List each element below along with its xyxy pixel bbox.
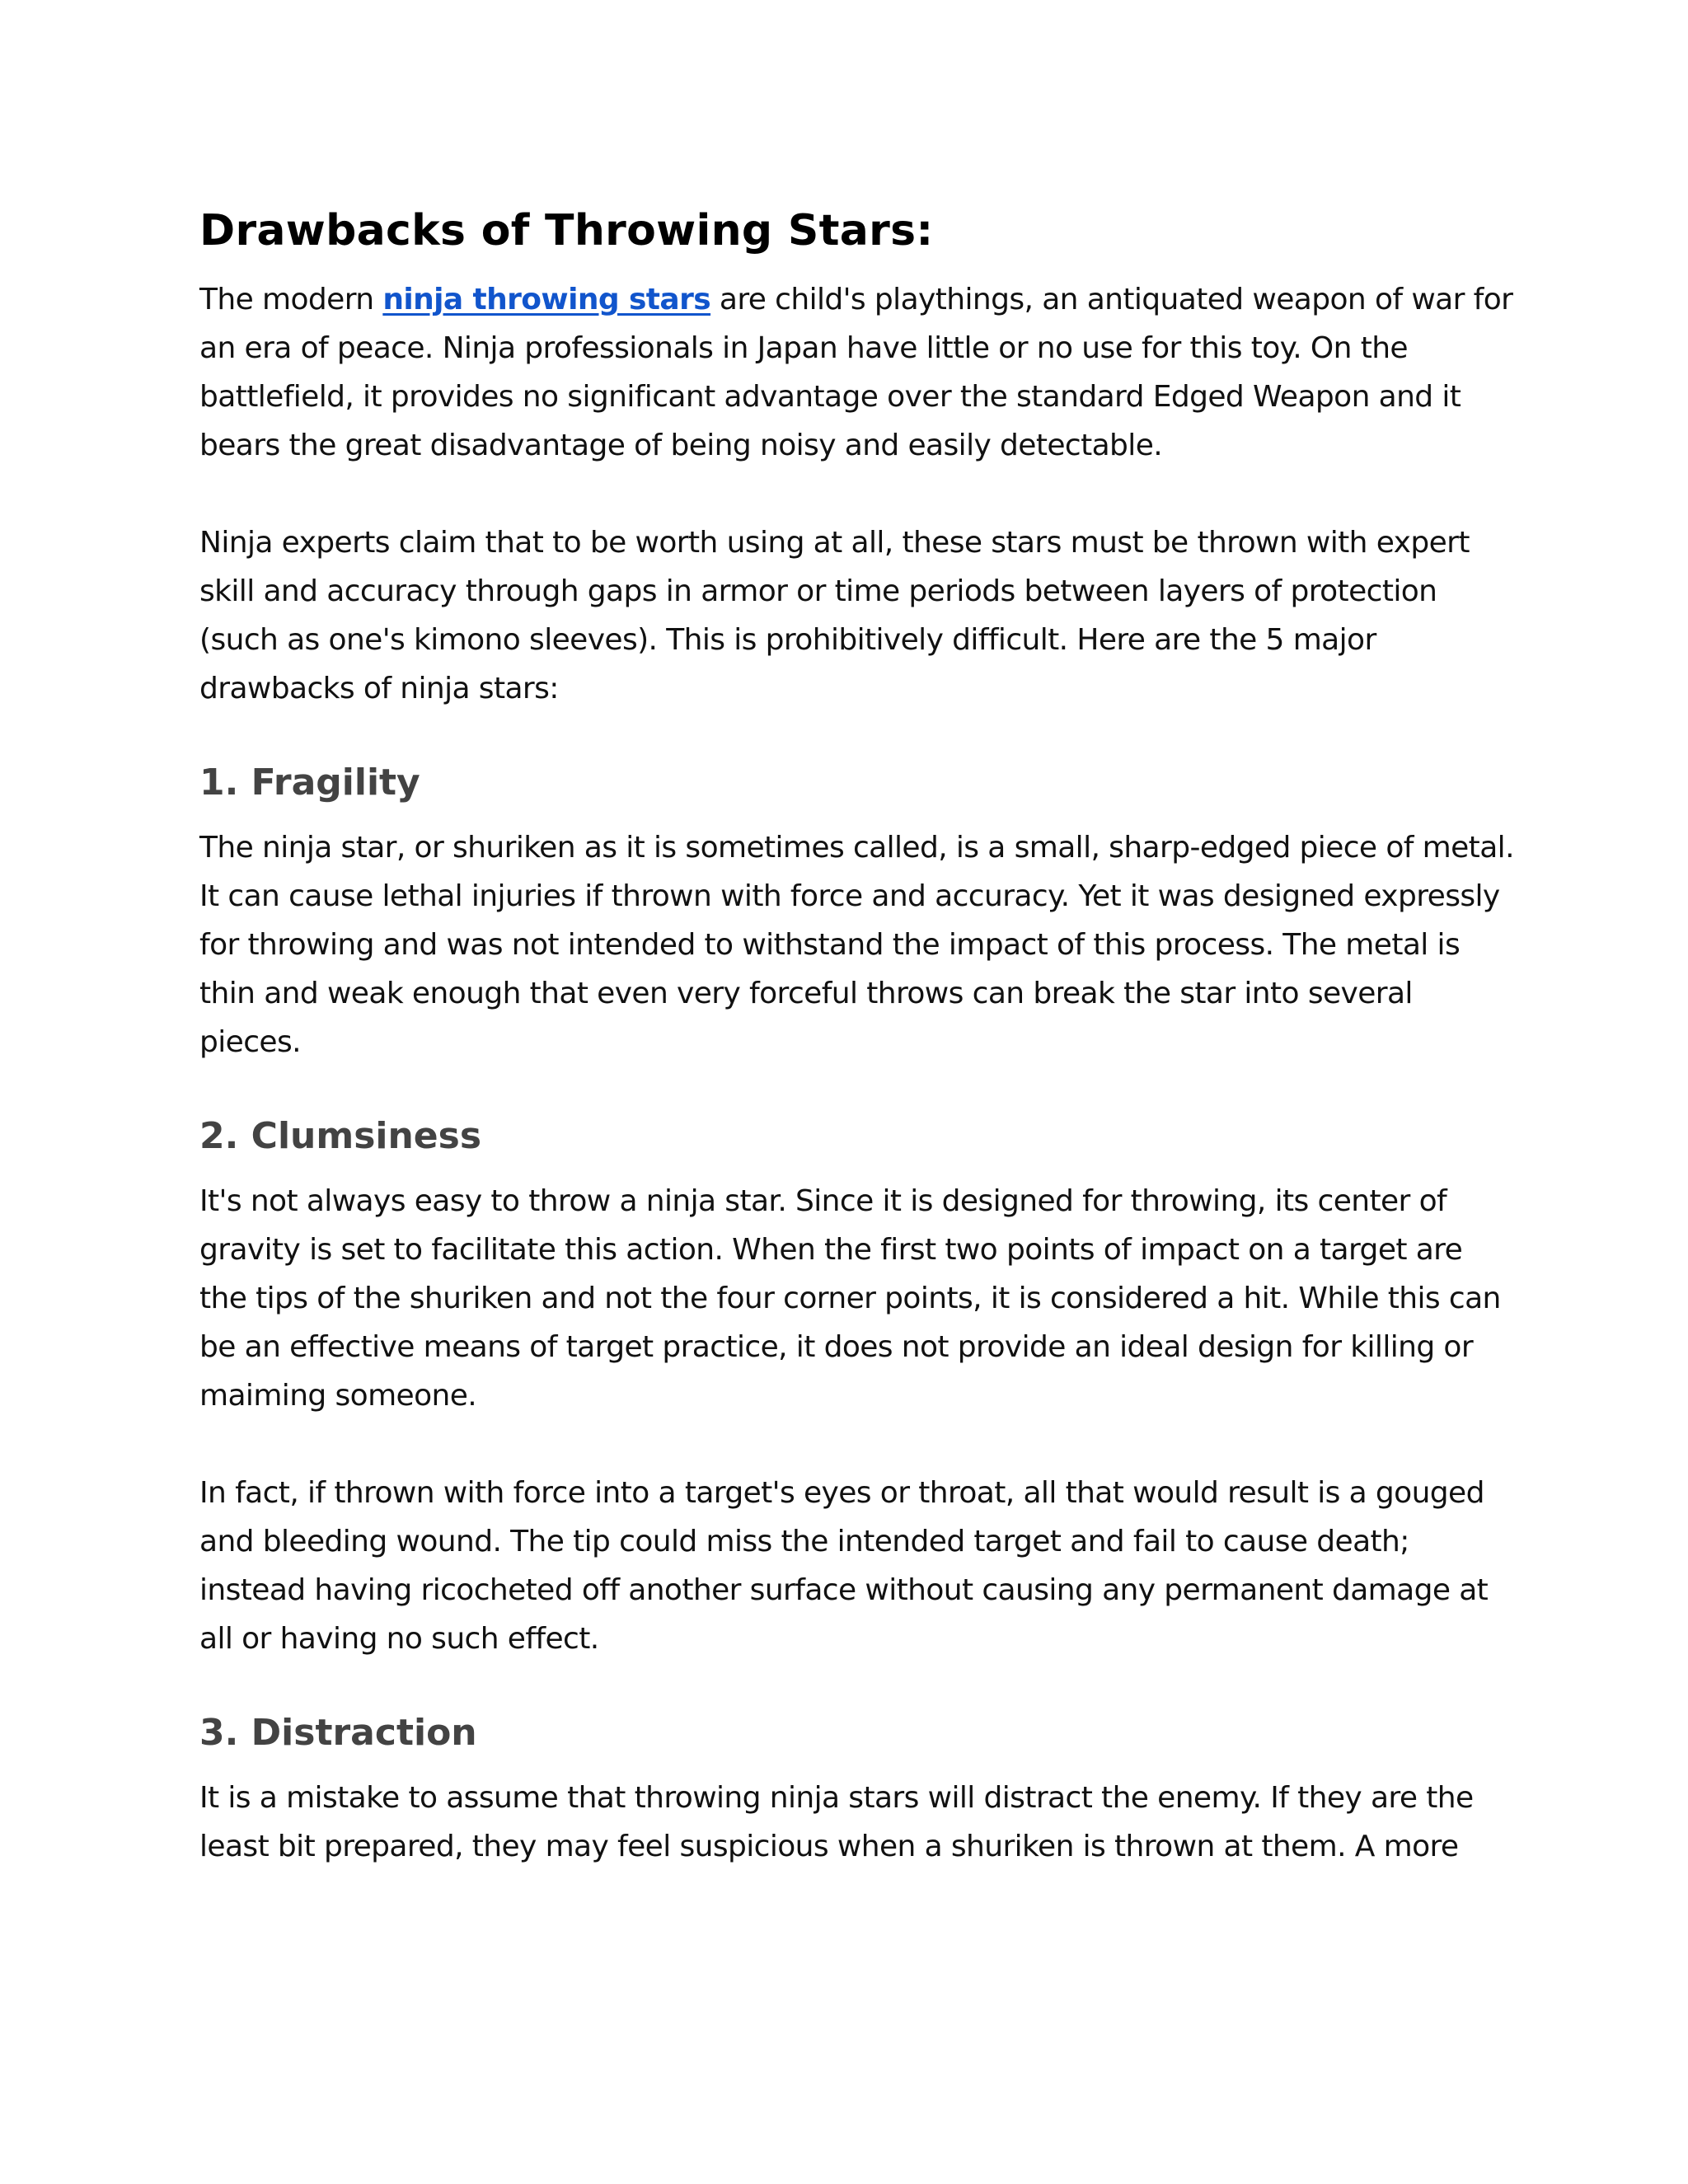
section-heading-distraction: 3. Distraction bbox=[199, 1712, 477, 1754]
intro-paragraph-2: Ninja experts claim that to be worth using at all, these stars must be thrown with expert skill and accuracy through gaps in armor or time periods between layers of protection (such as one's kimono sleeves). This is prohibitively difficult. Here are the 5 major drawbacks of ninja stars: bbox=[199, 526, 1470, 705]
section-paragraph: In fact, if thrown with force into a target's eyes or throat, all that would result is a gouged and bleeding wound. The tip could miss the intended target and fail to cause death; instead having ricocheted off another surface without causing any permanent damage at all or having no such effect. bbox=[199, 1476, 1489, 1656]
intro-text-before-link: The modern bbox=[199, 283, 383, 316]
section-heading-fragility: 1. Fragility bbox=[199, 762, 420, 804]
ninja-throwing-stars-link[interactable]: ninja throwing stars bbox=[382, 283, 711, 316]
intro-paragraph bbox=[199, 275, 1518, 470]
section-paragraph: The ninja star, or shuriken as it is sometimes called, is a small, sharp-edged piece of metal. It can cause lethal injuries if thrown with force and accuracy. Yet it was designed expressly for throwing and was not intended to withstand the impact of this process. The metal is thin and weak enough that even very forceful throws can break the star into several pieces. bbox=[199, 831, 1514, 1059]
page-title: Drawbacks of Throwing Stars: bbox=[199, 206, 934, 255]
section-paragraph: It's not always easy to throw a ninja star. Since it is designed for throwing, its center of gravity is set to facilitate this action. When the first two points of impact on a target are the tips of the shuriken and not the four corner points, it is considered a hit. While this can be an effective means of target practice, it does not provide an ideal design for killing or maiming someone. bbox=[199, 1184, 1501, 1413]
intro-text-after-link: are child's playthings, an antiquated weapon of war for an era of peace. Ninja professionals in Japan have little or no use for this toy. On the battlefield, it provides no significant advantage over the standard Edged Weapon and it bears the great disadvantage of being noisy and easily detectable. bbox=[199, 283, 1513, 462]
section-heading-clumsiness: 2. Clumsiness bbox=[199, 1115, 482, 1157]
section-paragraph: It is a mistake to assume that throwing ninja stars will distract the enemy. If they are the least bit prepared, they may feel suspicious when a shuriken is thrown at them. A more bbox=[199, 1781, 1474, 1863]
document-body bbox=[199, 198, 1518, 1871]
